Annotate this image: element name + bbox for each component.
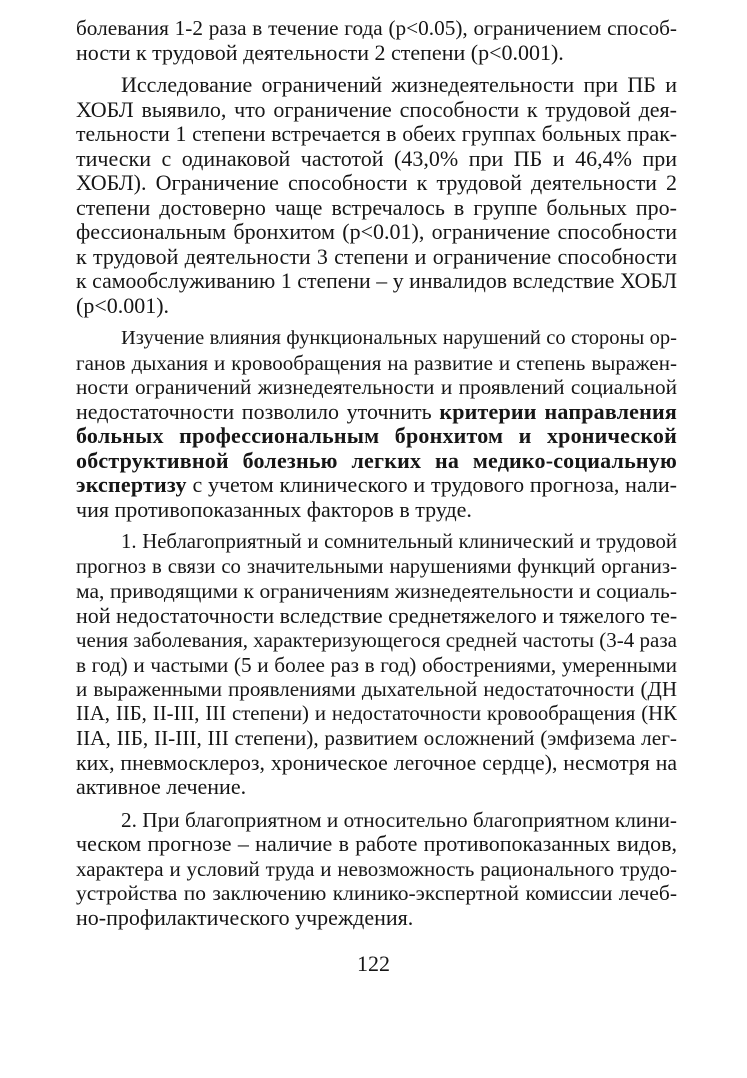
paragraph-limitations-study [76,73,677,318]
bold-term: критерии направления [439,398,678,424]
text-line: ма, приводящими к ограничениям жизнедеятельности и социаль- [76,579,677,603]
bold-term: больных профессиональным бронхитом и хронической [76,423,677,448]
text-line: IIА, IIБ, II-III, III степени), развитием осложнений (эмфизема лег- [76,726,677,750]
paragraph-continuation [76,16,677,65]
bold-term: экспертизу [76,472,187,497]
text-line: ких, пневмосклероз, хроническое легочное сердце), несмотря на [76,750,677,775]
text-line: и выраженными проявлениями дыхательной недостаточности (ДН [76,677,677,701]
text-line [76,400,677,425]
text-segment: недостаточности позволило уточнить [76,398,440,424]
text-line: чия противопоказанных факторов в труде. [76,496,472,522]
text-line: к самообслуживанию 1 степени – у инвалидов вследствие ХОБЛ [76,269,677,293]
text-line [76,424,677,449]
text-segment: с учетом клинического и трудового прогноза, нали- [186,472,677,497]
text-line: ганов дыхания и кровообращения на развитие и степень выражен- [76,350,677,375]
text-line: тельности 1 степени встречается в обеих группах больных прак- [76,122,677,146]
text-line: ной недостаточности вследствие среднетяжелого и тяжелого те- [76,602,678,628]
text-line: чения заболевания, характеризующегося средней частоты (3-4 раза [76,628,677,652]
bold-term: обструктивной болезнью легких на медико-социальную [76,447,677,473]
text-line: ХОБЛ). Ограничение способности к трудовой деятельности 2 [76,170,677,195]
paragraph-criteria [76,326,677,522]
text-line [76,473,677,498]
text-line: IIА, IIБ, II-III, III степени) и недостаточности кровообращения (НК [76,702,677,725]
text-line: фессиональным бронхитом (p<0.01), ограничение способности [76,219,677,244]
text-line [76,449,677,474]
text-line: но-профилактического учреждения. [76,904,414,930]
text-line: в год) и частыми (5 и более раз в год) обострениями, умеренными [76,652,677,677]
text-line: 2. При благоприятном и относительно благоприятном клини- [121,807,677,832]
list-item-1 [76,530,677,800]
text-line: болевания 1-2 раза в течение года (p<0.05), ограничением способ- [76,16,677,40]
text-line: активное лечение. [76,774,247,799]
list-item-2 [76,808,677,931]
page-number: 122 [357,951,390,976]
text-line: Исследование ограничений жизнедеятельности при ПБ и [121,72,677,97]
text-line: прогноз в связи со значительными нарушениями функций организ- [76,555,677,578]
text-line: (p<0.001). [76,292,170,318]
text-line: степени достоверно чаще встречалось в группе больных про- [76,194,677,220]
text-line: ХОБЛ выявило, что ограничение способности к трудовой дея- [76,96,677,122]
text-line: к трудовой деятельности 3 степени и ограничение способности [76,243,677,269]
text-line: 1. Неблагоприятный и сомнительный клинический и трудовой [121,531,677,553]
text-line: ности ограничений жизнедеятельности и проявлений социальной [76,375,677,399]
text-line: устройства по заключению клинико-экспертной комиссии лечеб- [76,881,677,905]
text-line: ности к трудовой деятельности 2 степени (p<0.001). [76,39,564,65]
text-line: ческом прогнозе – наличие в работе противопоказанных видов, [76,831,677,856]
text-line: характера и условий труда и невозможность рационального трудо- [76,856,677,881]
text-line: Изучение влияния функциональных нарушений со стороны ор- [121,327,677,349]
text-line: тически с одинаковой частотой (43,0% при ПБ и 46,4% при [76,145,677,171]
